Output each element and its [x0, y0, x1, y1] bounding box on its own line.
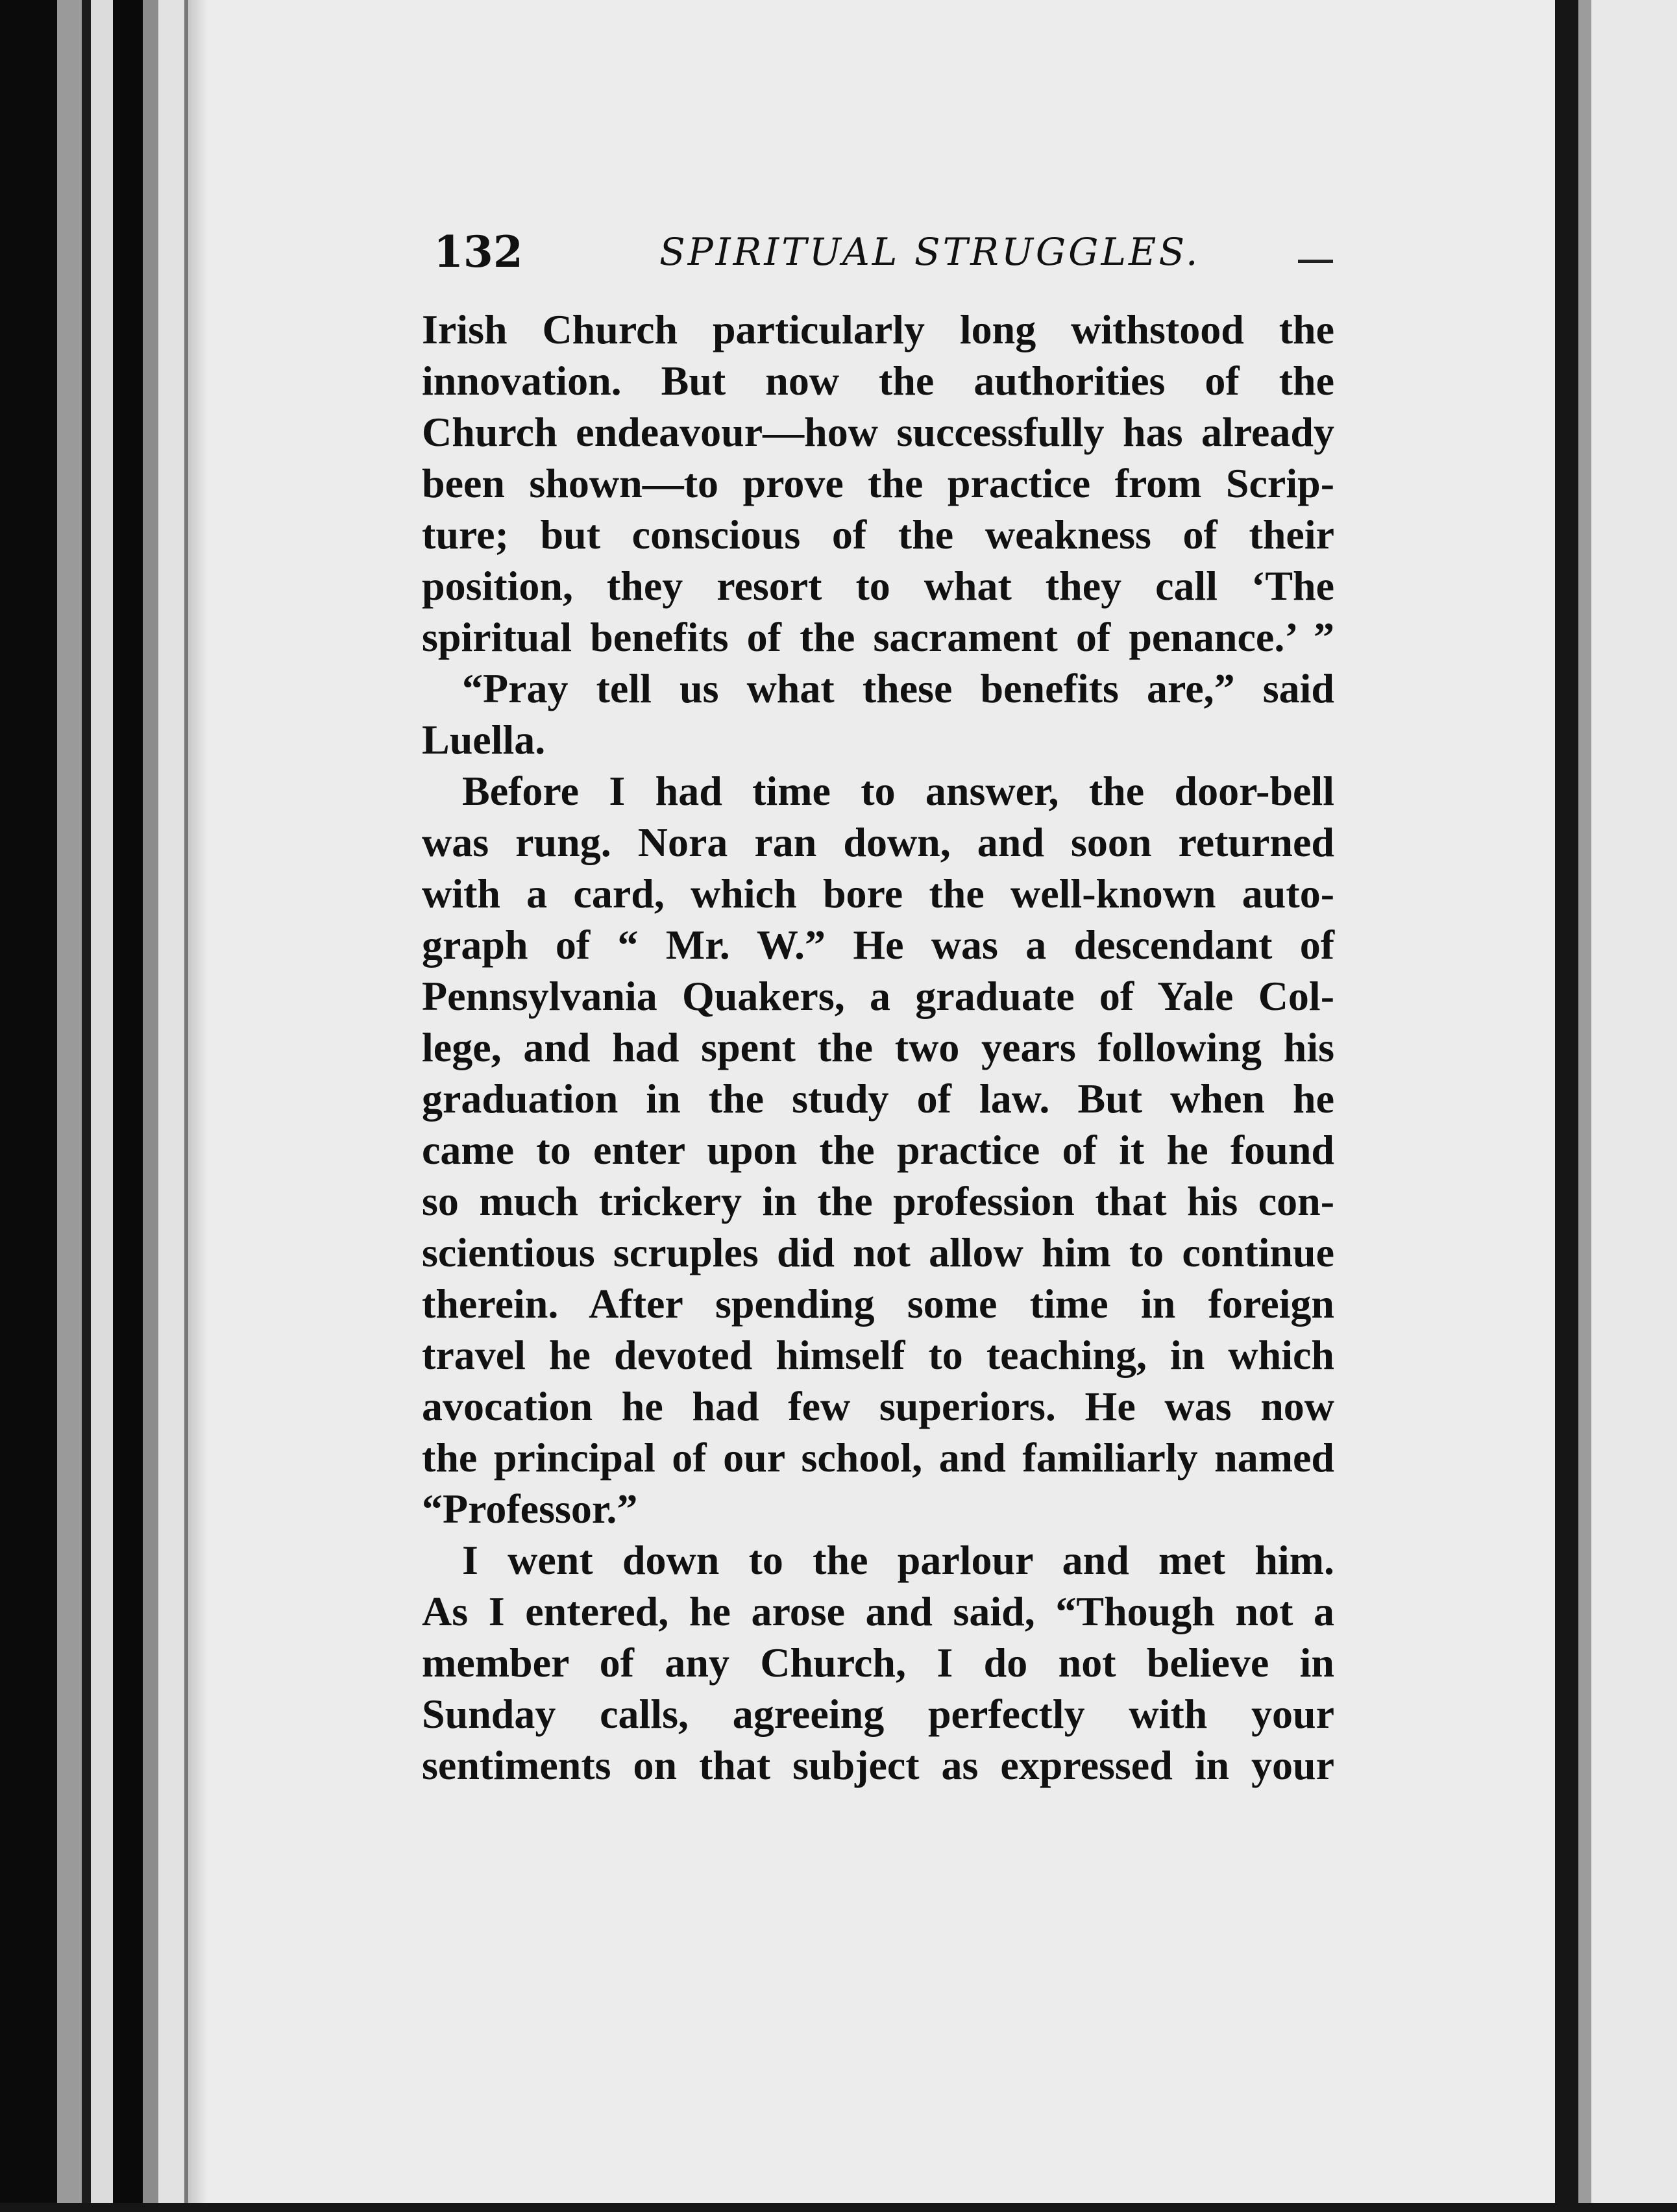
text-line: Before I had time to answer, the door-bell: [462, 768, 1334, 814]
page-gutter-shadow: [188, 0, 208, 2212]
text-line: avocation he had few superiors. He was now: [422, 1383, 1334, 1429]
text-line: Pennsylvania Quakers, a graduate of Yale Col-: [422, 973, 1334, 1019]
facing-page-margin: [1591, 0, 1677, 2212]
text-line: scientious scruples did not allow him to continue: [422, 1229, 1334, 1275]
text-line: with a card, which bore the well-known auto-: [422, 870, 1334, 916]
right-page-edge: [1578, 0, 1591, 2212]
text-line: so much trickery in the profession that his con-: [422, 1178, 1334, 1224]
text-line: “Professor.”: [422, 1486, 638, 1532]
text-line: graph of “ Mr. W.” He was a descendant of: [422, 922, 1334, 968]
text-line: therein. After spending some time in foreign: [422, 1281, 1334, 1327]
binding-edge: [82, 0, 91, 2212]
running-title: SPIRITUAL STRUGGLES.: [659, 230, 1201, 274]
running-head: [434, 219, 1336, 291]
text-line: Church endeavour—how successfully has already: [422, 409, 1334, 455]
text-line: position, they resort to what they call ‘The: [422, 563, 1334, 609]
head-rule-mark: [1298, 260, 1333, 263]
text-line: Luella.: [422, 717, 546, 763]
binding-edge: [113, 0, 143, 2212]
right-page-edge: [1555, 0, 1578, 2212]
page-stack-edge: [158, 0, 184, 2212]
text-line: travel he devoted himself to teaching, in which: [422, 1332, 1334, 1378]
binding-edge: [57, 0, 82, 2212]
text-line: spiritual benefits of the sacrament of penance.’ ”: [422, 614, 1334, 660]
text-line: member of any Church, I do not believe in: [422, 1640, 1334, 1686]
text-line: “Pray tell us what these benefits are,” said: [462, 665, 1334, 711]
text-line: ture; but conscious of the weakness of their: [422, 511, 1334, 558]
text-line: As I entered, he arose and said, “Though not a: [422, 1588, 1334, 1634]
text-line: been shown—to prove the practice from Scrip-: [422, 460, 1334, 506]
text-line: lege, and had spent the two years following his: [422, 1024, 1334, 1070]
text-line: graduation in the study of law. But when he: [422, 1075, 1334, 1122]
text-line: was rung. Nora ran down, and soon returned: [422, 819, 1334, 865]
text-line: I went down to the parlour and met him.: [462, 1537, 1334, 1583]
text-line: the principal of our school, and familiarly named: [422, 1434, 1334, 1481]
page-stack-edge: [91, 0, 113, 2212]
page-stack-edge: [143, 0, 158, 2212]
body-text: [422, 304, 1334, 1791]
text-line: Sunday calls, agreeing perfectly with your: [422, 1691, 1334, 1737]
binding-edge: [0, 0, 57, 2212]
page-number: 132: [434, 227, 523, 277]
text-line: Irish Church particularly long withstood the: [422, 306, 1334, 352]
bottom-scan-border: [0, 2203, 1677, 2212]
text-line: came to enter upon the practice of it he found: [422, 1127, 1334, 1173]
text-line: sentiments on that subject as expressed in your: [422, 1742, 1334, 1788]
text-line: innovation. But now the authorities of the: [422, 358, 1334, 404]
